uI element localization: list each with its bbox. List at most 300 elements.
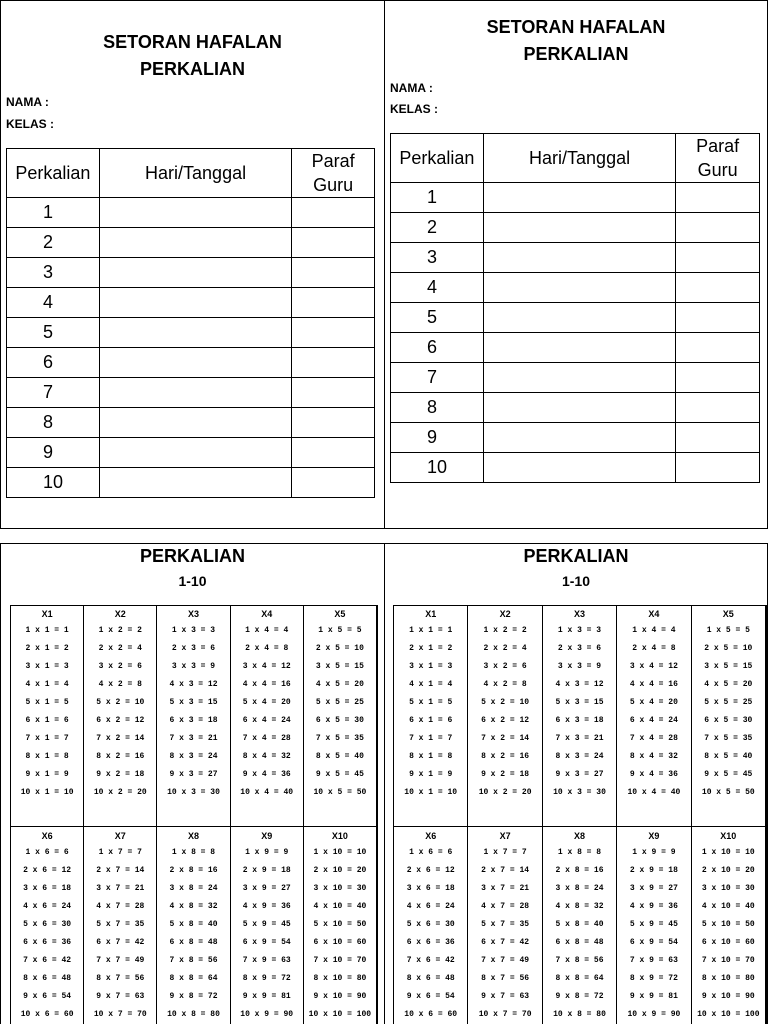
row-number: 5 <box>391 303 484 333</box>
times-table-heading: X10 <box>720 831 737 841</box>
times-table-row: 9 x 9 = 81 <box>629 992 678 1001</box>
hari-tanggal-cell[interactable] <box>99 348 291 378</box>
times-table-x6 <box>394 826 468 1024</box>
times-table-row: 7 x 6 = 42 <box>406 956 455 965</box>
times-table-row: 4 x 4 = 16 <box>242 680 291 689</box>
times-table-heading: X6 <box>41 831 53 841</box>
times-table-row: 3 x 10 = 30 <box>313 884 367 893</box>
times-table-row: 10 x 3 = 30 <box>167 788 220 797</box>
times-table-x3 <box>157 606 230 826</box>
times-table-row: 1 x 2 = 2 <box>98 626 142 635</box>
times-table-row: 9 x 1 = 9 <box>25 770 69 779</box>
times-table-row: 3 x 7 = 21 <box>481 884 530 893</box>
table-row <box>391 213 760 243</box>
card-title-line2: PERKALIAN <box>523 44 629 64</box>
times-table-row: 4 x 6 = 24 <box>23 902 72 911</box>
row-number: 8 <box>7 408 100 438</box>
paraf-guru-cell[interactable] <box>292 258 375 288</box>
times-table-heading: X3 <box>187 609 199 619</box>
paraf-guru-cell[interactable] <box>676 333 760 363</box>
row-number: 9 <box>7 438 100 468</box>
table-row <box>7 228 375 258</box>
times-table-row: 6 x 6 = 36 <box>23 938 72 947</box>
times-table-x6 <box>11 826 84 1024</box>
times-table-row: 2 x 2 = 4 <box>483 644 527 653</box>
table-row <box>391 273 760 303</box>
hafalan-card-left <box>0 0 385 529</box>
paraf-guru-cell[interactable] <box>676 273 760 303</box>
table-row <box>7 318 375 348</box>
times-table-row: 6 x 2 = 12 <box>481 716 530 725</box>
row-number: 1 <box>7 198 100 228</box>
times-table-row: 1 x 4 = 4 <box>245 626 289 635</box>
times-table-row: 4 x 2 = 8 <box>483 680 527 689</box>
paraf-label: Paraf <box>696 136 740 156</box>
col-paraf-guru-header <box>676 134 760 183</box>
hari-tanggal-cell[interactable] <box>483 213 675 243</box>
times-table-heading: X7 <box>114 831 126 841</box>
times-table-row: 2 x 3 = 6 <box>171 644 216 653</box>
paraf-guru-cell[interactable] <box>292 468 375 498</box>
times-table-row: 10 x 8 = 80 <box>167 1010 220 1019</box>
times-table-x5 <box>304 606 377 826</box>
times-table-row: 3 x 4 = 12 <box>629 662 678 671</box>
times-table-row: 3 x 1 = 3 <box>409 662 453 671</box>
times-table-row: 6 x 5 = 30 <box>704 716 753 725</box>
table-row <box>391 423 760 453</box>
times-table-row: 4 x 3 = 12 <box>555 680 604 689</box>
times-table-x10 <box>692 826 766 1024</box>
times-table-x9 <box>231 826 304 1024</box>
times-table-row: 8 x 10 = 80 <box>313 974 367 983</box>
times-table-heading: X6 <box>425 831 437 841</box>
times-table-x5 <box>692 606 766 826</box>
times-table-row: 8 x 1 = 8 <box>409 752 453 761</box>
times-table-row: 1 x 9 = 9 <box>245 848 289 857</box>
times-table-row: 7 x 3 = 21 <box>169 734 218 743</box>
times-table-row: 3 x 6 = 18 <box>406 884 455 893</box>
row-number: 6 <box>7 348 100 378</box>
nama-label: NAMA : <box>6 95 49 109</box>
times-table-row: 3 x 7 = 21 <box>96 884 145 893</box>
times-table-row: 7 x 2 = 14 <box>96 734 145 743</box>
times-table-row: 3 x 10 = 30 <box>701 884 755 893</box>
table-row <box>7 438 375 468</box>
times-table-row: 5 x 2 = 10 <box>96 698 145 707</box>
hari-tanggal-cell[interactable] <box>99 408 291 438</box>
times-table-row: 2 x 9 = 18 <box>242 866 291 875</box>
paraf-guru-cell[interactable] <box>676 363 760 393</box>
times-table-row: 7 x 4 = 28 <box>242 734 291 743</box>
card-title-line1: SETORAN HAFALAN <box>486 17 666 37</box>
times-table-row: 2 x 4 = 8 <box>632 644 676 653</box>
times-table-row: 6 x 9 = 54 <box>629 938 678 947</box>
times-table-row: 5 x 7 = 35 <box>481 920 530 929</box>
times-table-row: 5 x 3 = 15 <box>555 698 604 707</box>
times-table-row: 10 x 8 = 80 <box>553 1010 606 1019</box>
times-table-x10 <box>304 826 377 1024</box>
times-table-row: 2 x 7 = 14 <box>96 866 145 875</box>
times-table-x8 <box>543 826 617 1024</box>
times-table-row: 1 x 1 = 1 <box>409 626 453 635</box>
times-table-row: 5 x 5 = 25 <box>315 698 364 707</box>
times-table-row: 9 x 7 = 63 <box>96 992 145 1001</box>
hari-tanggal-cell[interactable] <box>99 318 291 348</box>
times-table-row: 6 x 10 = 60 <box>313 938 367 947</box>
hari-tanggal-cell[interactable] <box>99 468 291 498</box>
paraf-guru-cell[interactable] <box>676 423 760 453</box>
times-table-x4 <box>231 606 304 826</box>
times-table-row: 1 x 5 = 5 <box>706 626 750 635</box>
hari-tanggal-cell[interactable] <box>99 198 291 228</box>
times-table-row: 10 x 7 = 70 <box>478 1010 532 1019</box>
hari-tanggal-cell[interactable] <box>483 393 675 423</box>
times-table-row: 4 x 4 = 16 <box>629 680 678 689</box>
row-number: 4 <box>391 273 484 303</box>
times-table-row: 10 x 7 = 70 <box>93 1010 147 1019</box>
times-table-row: 6 x 9 = 54 <box>242 938 291 947</box>
times-table-row: 5 x 8 = 40 <box>169 920 218 929</box>
row-number: 9 <box>391 423 484 453</box>
times-table-row: 5 x 6 = 30 <box>406 920 455 929</box>
times-table-row: 3 x 4 = 12 <box>242 662 291 671</box>
times-table-row: 4 x 9 = 36 <box>242 902 291 911</box>
table-row <box>7 468 375 498</box>
times-table-x3 <box>543 606 617 826</box>
row-number: 10 <box>391 453 484 483</box>
times-table-row: 5 x 4 = 20 <box>242 698 291 707</box>
times-table-row: 1 x 9 = 9 <box>632 848 676 857</box>
hari-tanggal-cell[interactable] <box>483 183 675 213</box>
times-table-row: 9 x 1 = 9 <box>409 770 453 779</box>
times-table-row: 9 x 3 = 27 <box>555 770 604 779</box>
times-table-row: 4 x 9 = 36 <box>629 902 678 911</box>
times-table-row: 4 x 1 = 4 <box>409 680 453 689</box>
times-table-heading: X8 <box>573 831 585 841</box>
times-table-row: 5 x 3 = 15 <box>169 698 218 707</box>
paraf-guru-cell[interactable] <box>292 198 375 228</box>
times-table-row: 10 x 10 = 100 <box>308 1010 372 1019</box>
row-number: 4 <box>7 288 100 318</box>
times-table-x2 <box>468 606 542 826</box>
row-number: 1 <box>391 183 484 213</box>
paraf-guru-cell[interactable] <box>292 408 375 438</box>
times-table-row: 2 x 6 = 12 <box>23 866 72 875</box>
row-number: 7 <box>391 363 484 393</box>
times-table-row: 5 x 9 = 45 <box>242 920 291 929</box>
col-paraf-guru-header <box>292 149 375 198</box>
table-row <box>7 258 375 288</box>
times-table-row: 1 x 6 = 6 <box>25 848 69 857</box>
times-table-row: 1 x 10 = 10 <box>701 848 755 857</box>
times-table-row: 9 x 2 = 18 <box>481 770 530 779</box>
times-table-row: 4 x 7 = 28 <box>481 902 530 911</box>
times-table-row: 8 x 9 = 72 <box>242 974 291 983</box>
times-table-row: 10 x 1 = 10 <box>20 788 74 797</box>
paraf-guru-cell[interactable] <box>292 288 375 318</box>
table-row <box>7 378 375 408</box>
paraf-guru-cell[interactable] <box>292 438 375 468</box>
times-table-row: 7 x 5 = 35 <box>704 734 753 743</box>
times-table-row: 2 x 8 = 16 <box>555 866 604 875</box>
times-table-row: 6 x 7 = 42 <box>96 938 145 947</box>
row-number: 7 <box>7 378 100 408</box>
table-row <box>7 408 375 438</box>
paraf-guru-cell[interactable] <box>676 393 760 423</box>
times-table-row: 10 x 2 = 20 <box>478 788 532 797</box>
multiplication-grid <box>393 605 767 1024</box>
hari-tanggal-cell[interactable] <box>99 258 291 288</box>
table-row <box>391 303 760 333</box>
times-table-row: 6 x 8 = 48 <box>169 938 218 947</box>
table-row <box>391 453 760 483</box>
times-table-row: 4 x 10 = 40 <box>313 902 367 911</box>
hari-tanggal-cell[interactable] <box>483 453 675 483</box>
hafalan-table <box>390 133 760 483</box>
times-table-row: 2 x 10 = 20 <box>701 866 755 875</box>
times-table-x2 <box>84 606 157 826</box>
times-table-heading: X1 <box>41 609 53 619</box>
times-table-x1 <box>394 606 468 826</box>
nama-label: NAMA : <box>390 81 433 95</box>
hari-tanggal-cell[interactable] <box>99 438 291 468</box>
times-table-row: 10 x 5 = 50 <box>313 788 367 797</box>
times-table-row: 8 x 3 = 24 <box>555 752 604 761</box>
hari-tanggal-cell[interactable] <box>99 378 291 408</box>
times-table-row: 7 x 7 = 49 <box>96 956 145 965</box>
times-table-row: 7 x 4 = 28 <box>629 734 678 743</box>
times-table-row: 2 x 10 = 20 <box>313 866 367 875</box>
times-table-row: 3 x 3 = 9 <box>557 662 602 671</box>
times-table-row: 5 x 10 = 50 <box>701 920 755 929</box>
paraf-guru-cell[interactable] <box>676 303 760 333</box>
times-table-row: 7 x 8 = 56 <box>169 956 218 965</box>
col-hari-tanggal-header: Hari/Tanggal <box>99 149 291 198</box>
table-row <box>391 333 760 363</box>
times-table-heading: X4 <box>261 609 273 619</box>
times-table-row: 2 x 5 = 10 <box>315 644 364 653</box>
paraf-guru-cell[interactable] <box>292 378 375 408</box>
hari-tanggal-cell[interactable] <box>483 423 675 453</box>
times-table-row: 1 x 4 = 4 <box>632 626 676 635</box>
hari-tanggal-cell[interactable] <box>99 288 291 318</box>
guru-label: Guru <box>697 160 738 180</box>
multiplication-card-right <box>384 543 768 1024</box>
times-table-row: 7 x 1 = 7 <box>25 734 69 743</box>
times-table-row: 8 x 4 = 32 <box>629 752 678 761</box>
table-row <box>391 393 760 423</box>
times-table-row: 8 x 7 = 56 <box>481 974 530 983</box>
times-table-row: 3 x 5 = 15 <box>315 662 364 671</box>
times-table-row: 7 x 8 = 56 <box>555 956 604 965</box>
times-table-row: 1 x 7 = 7 <box>98 848 142 857</box>
times-table-row: 10 x 3 = 30 <box>553 788 606 797</box>
paraf-guru-cell[interactable] <box>292 348 375 378</box>
times-table-row: 9 x 5 = 45 <box>315 770 364 779</box>
times-table-row: 6 x 2 = 12 <box>96 716 145 725</box>
times-table-row: 2 x 8 = 16 <box>169 866 218 875</box>
table-row <box>391 363 760 393</box>
times-table-row: 3 x 9 = 27 <box>629 884 678 893</box>
kelas-label: KELAS : <box>6 117 54 131</box>
times-table-row: 6 x 3 = 18 <box>169 716 218 725</box>
times-table-row: 3 x 9 = 27 <box>242 884 291 893</box>
times-table-row: 4 x 2 = 8 <box>98 680 142 689</box>
times-table-row: 2 x 9 = 18 <box>629 866 678 875</box>
times-table-heading: X7 <box>499 831 511 841</box>
table-row <box>7 348 375 378</box>
times-table-row: 3 x 5 = 15 <box>704 662 753 671</box>
hari-tanggal-cell[interactable] <box>99 228 291 258</box>
multiplication-card-left <box>0 543 385 1024</box>
times-table-row: 3 x 2 = 6 <box>483 662 527 671</box>
times-table-heading: X4 <box>648 609 660 619</box>
times-table-row: 5 x 5 = 25 <box>704 698 753 707</box>
row-number: 10 <box>7 468 100 498</box>
times-table-x8 <box>157 826 230 1024</box>
times-table-row: 8 x 3 = 24 <box>169 752 218 761</box>
times-table-row: 5 x 1 = 5 <box>409 698 453 707</box>
times-table-row: 4 x 10 = 40 <box>701 902 755 911</box>
kelas-label: KELAS : <box>390 102 438 116</box>
times-table-row: 7 x 6 = 42 <box>23 956 72 965</box>
hafalan-table <box>6 148 375 498</box>
times-table-row: 1 x 6 = 6 <box>409 848 453 857</box>
paraf-guru-cell[interactable] <box>676 183 760 213</box>
times-table-row: 3 x 1 = 3 <box>25 662 69 671</box>
perkalian-subtitle: 1-10 <box>561 573 591 589</box>
times-table-row: 1 x 3 = 3 <box>171 626 216 635</box>
times-table-row: 2 x 1 = 2 <box>409 644 453 653</box>
times-table-row: 3 x 8 = 24 <box>169 884 218 893</box>
times-table-row: 9 x 8 = 72 <box>169 992 218 1001</box>
paraf-guru-cell[interactable] <box>676 453 760 483</box>
hafalan-card-right <box>384 0 768 529</box>
hari-tanggal-cell[interactable] <box>483 363 675 393</box>
times-table-row: 3 x 2 = 6 <box>98 662 142 671</box>
times-table-row: 9 x 4 = 36 <box>629 770 678 779</box>
times-table-heading: X2 <box>499 609 511 619</box>
times-table-row: 4 x 8 = 32 <box>169 902 218 911</box>
times-table-row: 4 x 8 = 32 <box>555 902 604 911</box>
times-table-row: 6 x 3 = 18 <box>555 716 604 725</box>
times-table-row: 7 x 10 = 70 <box>701 956 755 965</box>
row-number: 2 <box>391 213 484 243</box>
times-table-row: 5 x 4 = 20 <box>629 698 678 707</box>
times-table-row: 7 x 9 = 63 <box>242 956 291 965</box>
times-table-row: 7 x 3 = 21 <box>555 734 604 743</box>
row-number: 8 <box>391 393 484 423</box>
times-table-row: 5 x 8 = 40 <box>555 920 604 929</box>
times-table-row: 9 x 7 = 63 <box>481 992 530 1001</box>
times-table-row: 4 x 6 = 24 <box>406 902 455 911</box>
times-table-row: 6 x 4 = 24 <box>242 716 291 725</box>
paraf-guru-cell[interactable] <box>292 228 375 258</box>
perkalian-subtitle: 1-10 <box>178 573 207 589</box>
band-divider <box>11 826 377 827</box>
times-table-row: 8 x 5 = 40 <box>704 752 753 761</box>
times-table-row: 5 x 7 = 35 <box>96 920 145 929</box>
times-table-row: 1 x 3 = 3 <box>557 626 602 635</box>
col-hari-tanggal-header: Hari/Tanggal <box>483 134 675 183</box>
times-table-row: 9 x 4 = 36 <box>242 770 291 779</box>
times-table-row: 10 x 10 = 100 <box>697 1010 760 1019</box>
times-table-row: 7 x 2 = 14 <box>481 734 530 743</box>
perkalian-title: PERKALIAN <box>523 546 629 566</box>
times-table-heading: X3 <box>573 609 585 619</box>
times-table-row: 7 x 10 = 70 <box>313 956 367 965</box>
hari-tanggal-cell[interactable] <box>483 243 675 273</box>
times-table-row: 10 x 1 = 10 <box>404 788 458 797</box>
times-table-row: 1 x 5 = 5 <box>318 626 362 635</box>
hari-tanggal-cell[interactable] <box>483 303 675 333</box>
times-table-row: 9 x 10 = 90 <box>313 992 367 1001</box>
paraf-label: Paraf <box>311 151 355 171</box>
times-table-row: 7 x 7 = 49 <box>481 956 530 965</box>
times-table-x4 <box>617 606 691 826</box>
times-table-row: 10 x 6 = 60 <box>20 1010 74 1019</box>
times-table-row: 6 x 8 = 48 <box>555 938 604 947</box>
times-table-row: 6 x 6 = 36 <box>406 938 455 947</box>
col-perkalian-header: Perkalian <box>391 134 484 183</box>
times-table-row: 6 x 7 = 42 <box>481 938 530 947</box>
times-table-row: 6 x 1 = 6 <box>25 716 69 725</box>
times-table-row: 8 x 9 = 72 <box>629 974 678 983</box>
paraf-guru-cell[interactable] <box>676 243 760 273</box>
hari-tanggal-cell[interactable] <box>483 273 675 303</box>
hari-tanggal-cell[interactable] <box>483 333 675 363</box>
times-table-heading: X5 <box>722 609 734 619</box>
multiplication-grid <box>10 605 378 1024</box>
guru-label: Guru <box>313 175 354 195</box>
col-perkalian-header: Perkalian <box>7 149 100 198</box>
paraf-guru-cell[interactable] <box>292 318 375 348</box>
times-table-row: 10 x 9 = 90 <box>627 1010 681 1019</box>
row-number: 5 <box>7 318 100 348</box>
times-table-row: 10 x 5 = 50 <box>701 788 755 797</box>
times-table-heading: X9 <box>648 831 660 841</box>
times-table-row: 10 x 6 = 60 <box>404 1010 458 1019</box>
times-table-row: 4 x 3 = 12 <box>169 680 218 689</box>
times-table-row: 1 x 2 = 2 <box>483 626 527 635</box>
times-table-row: 4 x 7 = 28 <box>96 902 145 911</box>
times-table-heading: X8 <box>187 831 199 841</box>
table-row <box>391 183 760 213</box>
times-table-row: 8 x 2 = 16 <box>481 752 530 761</box>
band-divider <box>394 826 766 827</box>
times-table-row: 10 x 4 = 40 <box>627 788 681 797</box>
times-table-row: 9 x 9 = 81 <box>242 992 291 1001</box>
times-table-row: 2 x 7 = 14 <box>481 866 530 875</box>
times-table-heading: X1 <box>425 609 437 619</box>
times-table-row: 4 x 5 = 20 <box>704 680 753 689</box>
times-table-row: 2 x 1 = 2 <box>25 644 69 653</box>
times-table-heading: X9 <box>261 831 273 841</box>
perkalian-title: PERKALIAN <box>139 546 245 566</box>
times-table-row: 6 x 5 = 30 <box>315 716 364 725</box>
times-table-row: 10 x 2 = 20 <box>93 788 147 797</box>
times-table-row: 8 x 6 = 48 <box>406 974 455 983</box>
times-table-row: 6 x 4 = 24 <box>629 716 678 725</box>
row-number: 3 <box>391 243 484 273</box>
times-table-row: 2 x 2 = 4 <box>98 644 142 653</box>
times-table-row: 9 x 5 = 45 <box>704 770 753 779</box>
times-table-row: 8 x 7 = 56 <box>96 974 145 983</box>
times-table-row: 4 x 1 = 4 <box>25 680 69 689</box>
times-table-row: 9 x 6 = 54 <box>406 992 455 1001</box>
times-table-row: 5 x 1 = 5 <box>25 698 69 707</box>
paraf-guru-cell[interactable] <box>676 213 760 243</box>
